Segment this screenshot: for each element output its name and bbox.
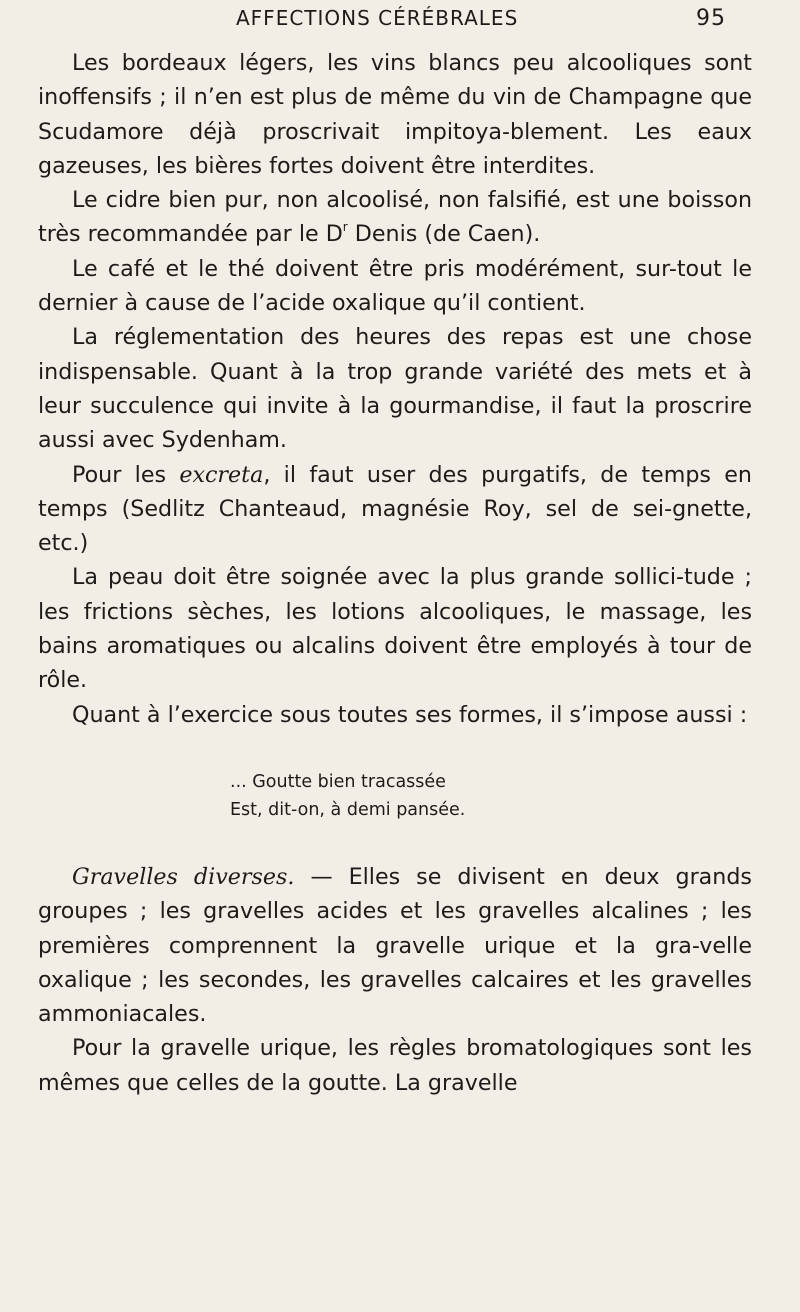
section-paragraph	[38, 860, 752, 1031]
paragraph-text: Pour les	[72, 461, 180, 488]
paragraph-text: , il faut user des purgatifs, de temps en temps (Sedlitz Chanteaud, magnésie Roy, sel de sei-gnette, etc.)	[38, 461, 752, 557]
page-number: 95	[696, 6, 726, 31]
verse-quote	[230, 768, 752, 824]
running-header	[236, 6, 736, 40]
paragraph: Quant à l’exercice sous toutes ses formes, il s’impose aussi :	[72, 701, 748, 728]
page-body	[38, 46, 752, 1100]
italic-term: excreta	[179, 461, 264, 488]
paragraph-text: Le cidre bien pur, non alcoolisé, non falsifié, est une boisson très recommandée par le D	[38, 187, 752, 248]
section-heading: Gravelles diverses.	[72, 863, 295, 890]
verse-line: ... Goutte bien tracassée	[230, 771, 446, 792]
paragraph: La réglementation des heures des repas est une chose indispensable. Quant à la trop grande variété des mets et à leur succulence qui invite à la gourmandise, il faut la proscrire aussi avec Sydenham.	[38, 324, 752, 454]
paragraph: La peau doit être soignée avec la plus grande sollici-tude ; les frictions sèches, les lotions alcooliques, le massage, les bains aromatiques ou alcalins doivent être employés à tour de rôle.	[38, 564, 752, 694]
header-title: AFFECTIONS CÉRÉBRALES	[236, 6, 519, 30]
verse-line: Est, dit-on, à demi pansée.	[230, 799, 466, 820]
paragraph: Les bordeaux légers, les vins blancs peu alcooliques sont inoffensifs ; il n’en est plus de même du vin de Champagne que Scudamore déjà proscrivait impitoya-blement. Les eaux gazeuses, les bières fortes doivent être interdites.	[38, 50, 752, 179]
paragraph	[38, 183, 752, 252]
section-text: — Elles se divisent en deux grands groupes ; les gravelles acides et les gravelles alcalines ; les premières comprennent la gravelle urique et la gra-velle oxalique ; les secondes, les gravelles calcaires et les gravelles ammoniacales.	[38, 863, 752, 1028]
abbreviation-superscript: r	[342, 220, 348, 235]
paragraph-text: Denis (de Caen).	[347, 221, 541, 248]
paragraph: Pour la gravelle urique, les règles bromatologiques sont les mêmes que celles de la goutte. La gravelle	[38, 1035, 752, 1096]
paragraph: Le café et le thé doivent être pris modérément, sur-tout le dernier à cause de l’acide oxalique qu’il contient.	[38, 255, 752, 317]
paragraph	[38, 458, 752, 561]
